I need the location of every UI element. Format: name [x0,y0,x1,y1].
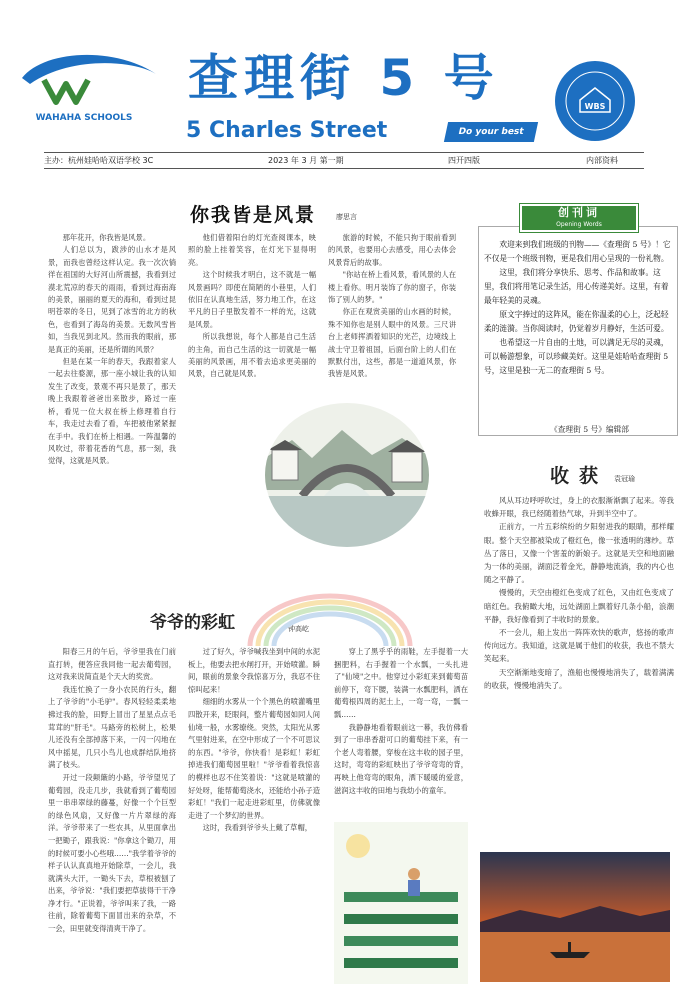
masthead-title-cn: 查理街 5 号 [188,49,500,107]
paragraph: 我静静地看着眼前这一幕，我仿佛看到了一串串香甜可口的葡萄挂下来，有一个老人弯着腰，穿梭在这丰收的园子里，这时，弯弯的彩虹映出了爷爷弯弯的背，再映上他弯弯的眼角，洒下暖暖的爱意，滋润这丰收的田地与我幼小的童年。 [334,722,468,795]
sunset-lake-image [480,852,670,982]
paragraph: "你站在桥上看风景，看风景的人在楼上看你。明月装饰了你的窗子，你装饰了别人的梦。" [328,270,456,305]
paragraph: 过了好久，爷爷喊我坐到中间的水泥板上，他要去把水闸打开，开始喷灌。瞬间，眼前的景象令我惊喜万分，我忍不住惊叫起来！ [188,647,320,694]
opening-words-subtitle: Opening Words [556,221,602,228]
paragraph: 那年花开，你我皆是风景。 [62,233,151,242]
paragraph: 他们借着阳台的灯光查阅课本，映照的脸上挂着笑容，在灯光下显得明亮。 [188,233,316,267]
motto-badge: Do your best [444,122,538,142]
paragraph: 欢迎来到我们班级的刊物——《查理街 5 号》！它不仅是一个班级刊物，更是我们用心呈现的一份礼物。 [484,240,671,263]
paragraph: 阳春三月的午后，爷爷里我在门前直打转，便答应我同他一起去葡萄园，这对我来说简直是个天大的奖赏。 [48,647,176,682]
school-seal-icon [554,60,636,142]
opening-words-text [484,238,674,378]
paragraph: 这里，我们将分享快乐、思考、作品和故事。这里，我们将用笔记录生活，用心传递美好。这里，有着最年轻美的灵魂。 [484,268,669,305]
info-edition: 四开四版 [448,156,480,165]
logo-w-icon [44,80,88,102]
header-rule-bottom [44,168,644,169]
paragraph: 旅游的时候，不能只拘于眼前看到的风景，也要用心去感受，用心去体会风景背后的故事。 [328,233,456,267]
header-rule-top [44,152,644,153]
article3-col3 [334,646,468,816]
rainbow-illustration [230,586,430,646]
article2-body [484,494,674,850]
article3-col1 [48,646,176,984]
paragraph: 也希望这一片自由的土地，可以满足无尽的灵魂，可以畅游想象，可以珍藏美好。这里是娃哈哈查理街 5 号，这里是独一无二的查理街 5 号。 [484,338,669,375]
article1-col1 [48,232,176,604]
article3-title: 爷爷的彩虹 [150,613,235,633]
paragraph: 天空渐渐地变暗了，渔船也慢慢地消失了，载着满满的收获，慢慢地消失了。 [484,667,674,690]
paragraph: 你正在观赏美丽的山水画的时候，殊不知你也是别人眼中的风景。三尺讲台上老师挥洒着知识的光芒，边境线上战士守卫着祖国，后面台阶上的人们在默默付出，这些，都是一道道风景，你我皆是风景。 [328,307,456,379]
school-logo [14,44,164,124]
masthead-title-en: 5 Charles Street [186,118,388,143]
info-internal: 内部资料 [586,156,618,165]
article2-title: 收获 [550,465,609,487]
opening-words-sign: 《查理街 5 号》编辑部 [550,425,629,434]
vineyard-illustration [334,822,468,984]
paragraph: 但是在某一年的春天，我跟着家人一起去往婺源，那一座小城让我的认知发生了改变，景观不再只是景了，那天晚上我跟着爸爸出来散步，路过一座桥，看见一位大叔在桥上修理着自行车，我走过去看了看，车把被他紧紧握在手中。我们在桥上相遇。一阵温馨的风吹过，带着花香的气息，那一刻，我觉得，这就是风景。 [48,357,176,466]
paragraph: 穿上了黑乎乎的雨鞋，左手提着一大捆肥料，右手握着一个水瓢，一头扎进了"仙境"之中。他穿过小彩虹来到葡萄苗前停下，弯下腰，装满一水瓢肥料，洒在葡萄根四周的泥土上，一弯一弯，一瓢一瓢…… [334,647,468,719]
article1-col3 [328,232,456,412]
article1-title: 你我皆是风景 [190,204,317,226]
opening-words-title-badge [520,204,638,232]
info-issue-date: 2023 年 3 月 第一期 [268,156,344,165]
paragraph: 原文字捧过的这阵风，能在你温柔的心上，泛起轻柔的涟漪。当你阅读时，仍觉着岁月静好，生活可爱。 [484,310,669,333]
paragraph: 风从耳边呼呼吹过，身上的衣服渐渐飘了起来。等我收蜂开眼，我已经随着热气球，升到半空中了。 [484,496,674,519]
paragraph: 正前方，一片五彩缤纷的夕阳射进我的眼睛，那样耀眼。整个天空都被染成了橙红色，像一张透明的薄纱。草丛了落日，又像一个害羞的新娘子。这就是天空和地面融为一体的美丽，湖面泛着金光，静静地流淌，我的内心也随之平静了。 [484,522,674,585]
village-bridge-image [262,400,432,550]
paragraph: 开过一段颠簸的小路，爷爷望见了葡萄园，没走几步，我就看到了葡萄园里一串串翠绿的藤蔓，好像一个个巨型的绿色风扇，又好像一片片翠绿的海洋。爷爷带来了一些农具，从里面拿出一把锄子，跟我说："你拿这个锄刀，用的时候可要小心些哦……"我学着爷爷的样子认认真真地开始除草，一会儿，我就满头大汗，一锄头下去，草根被刨了出来，爷爷说："我们要把草拔得干干净净才行。"正说着，爷爷叫来了我，一路往前，除着葡萄下面冒出来的杂草，不一会，田里就变得清爽干净了。 [48,772,176,934]
logo-swoosh-icon [22,55,156,84]
paragraph: 我连忙换了一身小农民的行头，翻上了爷爷的"小毛驴"。春风轻轻柔柔地拂过我的脸，田野上冒出了星星点点毛茸茸的"肝毛"。马路旁的松树上，松果儿还没有全部掉落下来，一闪一闪地在风中摇晃，几只小鸟儿也成群结队地挤满了枝头。 [48,684,176,770]
paragraph: 这个时候我才明白，这不就是一幅风景画吗？即使在简陋的小巷里，人们依旧在认真地生活，努力地工作，在这平凡的日子里散发着不一样的光，这就是风景。 [188,270,316,329]
opening-words-title: 创刊词 [558,206,600,219]
article3-author: 钟高屹 [288,625,309,633]
paragraph: 不一会儿，船上发出一阵阵欢快的歌声，悠扬的歌声传向远方。我知道，这就是属于他们的收获，我也不禁大笑起来。 [484,628,674,664]
paragraph: 慢慢的，天空由橙红色变成了红色，又由红色变成了暗红色。我俯瞰大地，远处湖面上飘着好几条小船，浪潮平静，我好像看到了丰收时的景象。 [484,588,674,624]
article2-author: 袁冠瑜 [614,475,635,483]
article3-col2 [188,646,320,984]
seal-center-text: WBS [584,102,606,111]
paragraph: 所以我想说，每个人都是自己生活的主角，而自己生活的这一切就是一幅美丽的风景画，用不着去追求更美丽的风景，自己就是风景。 [188,332,316,379]
paragraph: 细细的水雾从一个个黑色的喷灌嘴里四散开来，眨眼间，整片葡萄园如同人间仙境一般，水雾缭绕。突然，太阳光从雾气里射进来，在空中形成了一个不可思议的东西。"爷爷，你快看！是彩虹！彩虹掉进我们葡萄园里啦！"爷爷看着我惊喜的模样也忍不住笑着说："这就是喷灌的好处呀，能帮葡萄浇水，还能给小孙子造彩虹！"我们一起走进彩虹里，仿佛就像走进了一个梦幻的世界。 [188,697,320,820]
logo-text: WAHAHA SCHOOLS [35,113,133,123]
paragraph: 这时，我看到爷爷头上戴了草帽， [202,823,313,833]
info-sponsor: 主办：杭州娃哈哈双语学校 3C [44,156,154,165]
paragraph: 人们总以为，跋涉的山水才是风景，而我也曾经这样认定。我一次次徜徉在祖国的大好河山所震撼，我看到过漠北荒凉的春天的雨雨，看到过海南海的美景，丽丽的夏天的海和，看到过昆明苍翠的冬日，见到了冰雪的北方的秋色，也看到了海岛的美景。无数风雪皆如，当我见到北风。然而我的眼前，那是真正的美丽，还是所谓的风景？ [48,245,176,354]
article1-author: 廖思言 [336,213,357,221]
